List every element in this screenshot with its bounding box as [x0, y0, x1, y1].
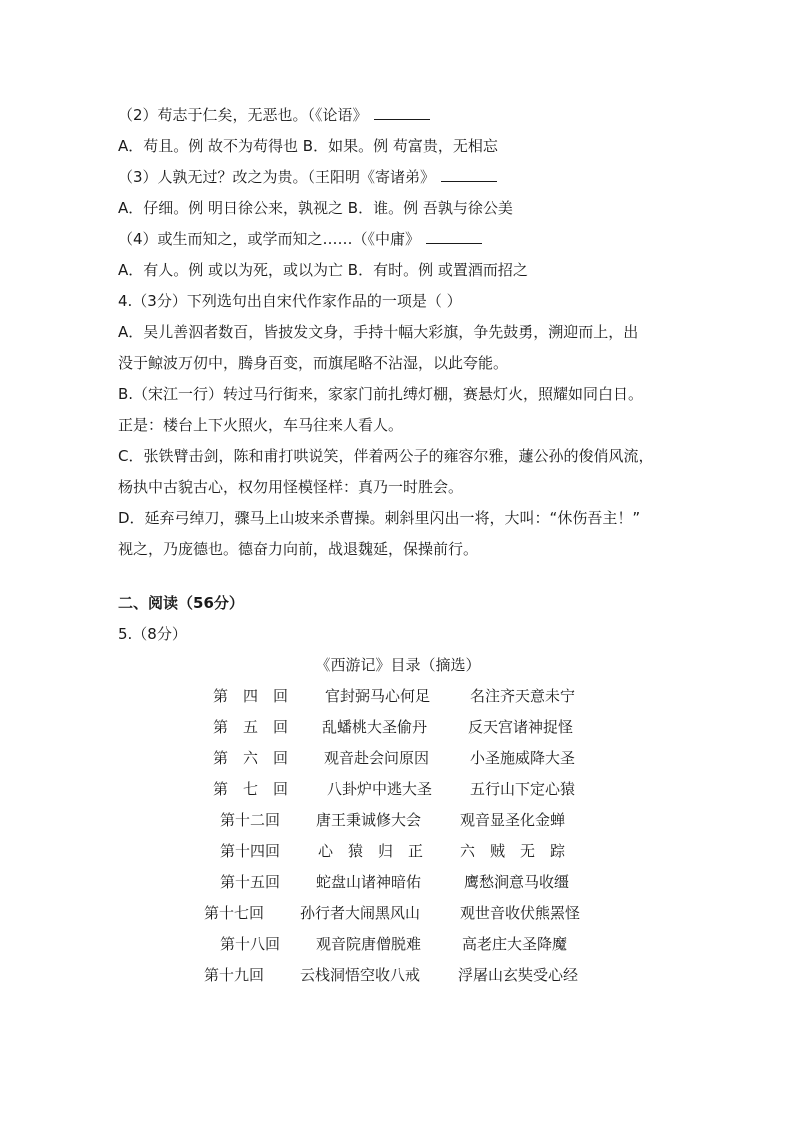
chapter-title-second: 六 贼 无 踪: [460, 842, 566, 860]
toc-row: [118, 836, 678, 867]
chapter-number: 第 四 回: [213, 687, 289, 705]
chapter-title-second: 五行山下定心猿: [470, 780, 576, 798]
chapter-title-second: 观世音收伏熊罴怪: [460, 904, 581, 922]
chapter-title-second: 浮屠山玄奘受心经: [458, 966, 579, 984]
document-page: [118, 100, 678, 991]
chapter-number: 第 六 回: [213, 749, 289, 767]
question4-stem: 4.（3分）下列选句出自宋代作家作品的一项是（ ）: [118, 292, 462, 310]
toc-row: [118, 867, 678, 898]
chapter-title-first: 官封弼马心何足: [325, 687, 431, 705]
chapter-title-first: 八卦炉中逃大圣: [327, 780, 433, 798]
q2-stem: （2）苟志于仁矣，无恶也。（《论语》: [118, 106, 368, 124]
chapter-title-first: 观音院唐僧脱难: [316, 935, 422, 953]
q4sub-stem-line: [118, 224, 678, 255]
chapter-number: 第十四回: [220, 842, 281, 860]
chapter-number: 第十七回: [204, 904, 265, 922]
chapter-title-second: 鹰愁涧意马收缰: [464, 873, 570, 891]
question4-option-a-line2: 没于鲸波万仞中，腾身百变，而旗尾略不沾湿，以此夸能。: [118, 354, 509, 372]
question4-option-d-line1: D．延弃弓绰刀，骤马上山坡来杀曹操。刺斜里闪出一将，大叫：“休伤吾主！”: [118, 509, 641, 527]
toc-block: [118, 650, 678, 991]
q4sub-answer-blank[interactable]: [426, 229, 482, 244]
toc-row: [118, 743, 678, 774]
toc-rows: [118, 681, 678, 991]
toc-row: [118, 898, 678, 929]
chapter-title-first: 孙行者大闹黑风山: [300, 904, 421, 922]
chapter-title-first: 心 猿 归 正: [318, 842, 424, 860]
chapter-title-second: 观音显圣化金蝉: [460, 811, 566, 829]
question5-stem: 5.（8分）: [118, 625, 187, 643]
chapter-title-first: 唐王秉诚修大会: [316, 811, 422, 829]
question4-option-b-line1: B.（宋江一行）转过马行街来，家家门前扎缚灯棚，赛悬灯火，照耀如同白日。: [118, 385, 644, 403]
section-gap: [118, 565, 678, 587]
q3-options: A．仔细。例 明日徐公来，孰视之 B．谁。例 吾孰与徐公美: [118, 199, 513, 217]
toc-row: [118, 929, 678, 960]
question4-option-b-line2: 正是：楼台上下火照火，车马往来人看人。: [118, 416, 404, 434]
toc-row: [118, 960, 678, 991]
q3-stem: （3）人孰无过？改之为贵。（王阳明《寄诸弟》: [118, 168, 436, 186]
toc-row: [118, 681, 678, 712]
toc-row: [118, 805, 678, 836]
chapter-title-second: 反天宫诸神捉怪: [468, 718, 574, 736]
q2-answer-blank[interactable]: [374, 105, 430, 120]
chapter-number: 第十八回: [220, 935, 281, 953]
q2-stem-line: [118, 100, 678, 131]
chapter-title-first: 蛇盘山诸神暗佑: [316, 873, 422, 891]
chapter-title-first: 云栈洞悟空收八戒: [300, 966, 421, 984]
q4sub-stem: （4）或生而知之，或学而知之……（《中庸》: [118, 230, 421, 248]
chapter-title-second: 名注齐天意未宁: [470, 687, 576, 705]
chapter-title-first: 观音赴会问原因: [324, 749, 430, 767]
q2-options: A．苟且。例 故不为苟得也 B．如果。例 苟富贵，无相忘: [118, 137, 498, 155]
section-title: 二、阅读（56分）: [118, 594, 244, 612]
toc-row: [118, 774, 678, 805]
chapter-number: 第 七 回: [213, 780, 289, 798]
q3-answer-blank[interactable]: [441, 167, 497, 182]
toc-row: [118, 712, 678, 743]
question4-option-a-line1: A．吴儿善泅者数百，皆披发文身，手持十幅大彩旗，争先鼓勇，溯迎而上，出: [118, 323, 639, 341]
chapter-number: 第十五回: [220, 873, 281, 891]
toc-title: 《西游记》目录（摘选）: [315, 656, 481, 674]
chapter-number: 第十九回: [204, 966, 265, 984]
question4-option-c-line1: C．张铁臂击剑，陈和甫打哄说笑，伴着两公子的雍容尔雅，蘧公孙的俊俏风流，: [118, 447, 654, 465]
chapter-number: 第十二回: [220, 811, 281, 829]
q4sub-options: A．有人。例 或以为死，或以为亡 B．有时。例 或置酒而招之: [118, 261, 528, 279]
question4-option-d-line2: 视之，乃庞德也。德奋力向前，战退魏延，保操前行。: [118, 540, 479, 558]
chapter-title-second: 小圣施威降大圣: [470, 749, 576, 767]
question4-option-c-line2: 杨执中古貌古心，权勿用怪模怪样：真乃一时胜会。: [118, 478, 464, 496]
chapter-title-second: 高老庄大圣降魔: [462, 935, 568, 953]
q3-stem-line: [118, 162, 678, 193]
chapter-number: 第 五 回: [213, 718, 289, 736]
chapter-title-first: 乱蟠桃大圣偷丹: [322, 718, 428, 736]
